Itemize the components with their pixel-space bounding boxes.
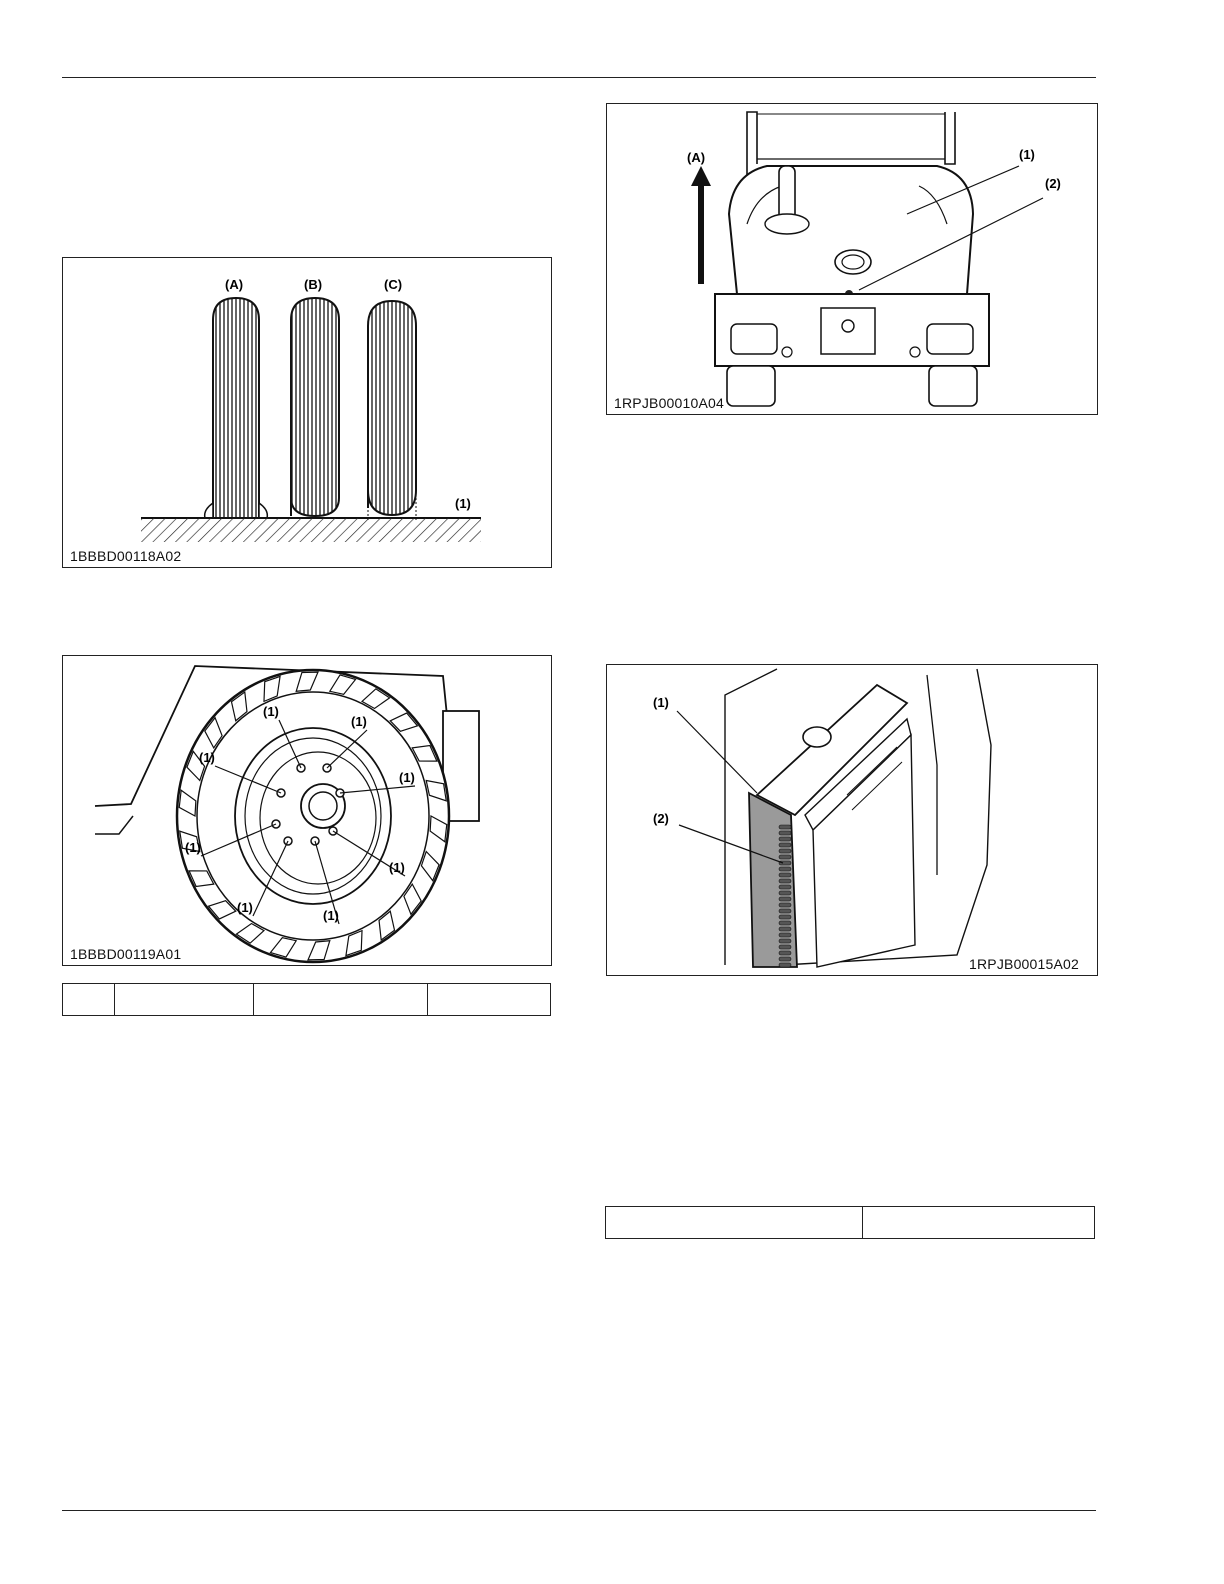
direction-arrow-icon bbox=[691, 166, 711, 284]
wheel-nut-callout: (1) bbox=[351, 714, 367, 729]
figure-tire-inflation bbox=[62, 257, 552, 568]
callout-1: (1) bbox=[1019, 147, 1035, 162]
wheel-nuts-illustration bbox=[63, 656, 551, 965]
wheel-nut-callout: (1) bbox=[237, 900, 253, 915]
figure-id: 1BBBD00118A02 bbox=[70, 548, 182, 564]
ground-icon bbox=[141, 518, 481, 542]
rim-icon bbox=[235, 728, 391, 904]
figure-fuel-tank bbox=[606, 103, 1098, 415]
figure-wheel-nuts bbox=[62, 655, 552, 966]
arrow-label: (A) bbox=[687, 150, 706, 165]
tire-label-b: (B) bbox=[304, 277, 323, 292]
figure-radiator bbox=[606, 664, 1098, 976]
figure-id: 1BBBD00119A01 bbox=[70, 946, 182, 962]
tire-a-icon bbox=[205, 298, 268, 518]
table-row bbox=[63, 984, 551, 1016]
ground-label: (1) bbox=[455, 496, 471, 511]
wheel-nut-callout: (1) bbox=[185, 840, 201, 855]
tire-label-a: (A) bbox=[225, 277, 244, 292]
table-cell bbox=[63, 984, 115, 1016]
tire-inflation-illustration bbox=[63, 258, 551, 567]
tire-label-c: (C) bbox=[384, 277, 403, 292]
wheel-nut-callout: (1) bbox=[263, 704, 279, 719]
table-cell bbox=[606, 1207, 863, 1239]
tire-b-icon bbox=[291, 298, 339, 516]
left-spec-table bbox=[62, 983, 551, 1016]
tire-c-icon bbox=[368, 301, 416, 520]
wheel-nut-callout: (1) bbox=[399, 770, 415, 785]
callout-2: (2) bbox=[1045, 176, 1061, 191]
figure-id: 1RPJB00010A04 bbox=[614, 395, 725, 411]
fuel-tank-illustration bbox=[607, 104, 1097, 414]
figure-id: 1RPJB00015A02 bbox=[969, 956, 1080, 972]
table-cell bbox=[427, 984, 550, 1016]
callout-1: (1) bbox=[653, 695, 669, 710]
wheel-nut-callout: (1) bbox=[389, 860, 405, 875]
table-cell bbox=[863, 1207, 1095, 1239]
table-row bbox=[606, 1207, 1095, 1239]
radiator-illustration bbox=[607, 665, 1097, 975]
header-rule bbox=[62, 77, 1096, 78]
callout-2: (2) bbox=[653, 811, 669, 826]
table-cell bbox=[253, 984, 427, 1016]
right-spec-table bbox=[605, 1206, 1095, 1239]
table-cell bbox=[114, 984, 253, 1016]
footer-rule bbox=[62, 1510, 1096, 1511]
wheel-nut-callout: (1) bbox=[323, 908, 339, 923]
wheel-nut-callout: (1) bbox=[199, 750, 215, 765]
